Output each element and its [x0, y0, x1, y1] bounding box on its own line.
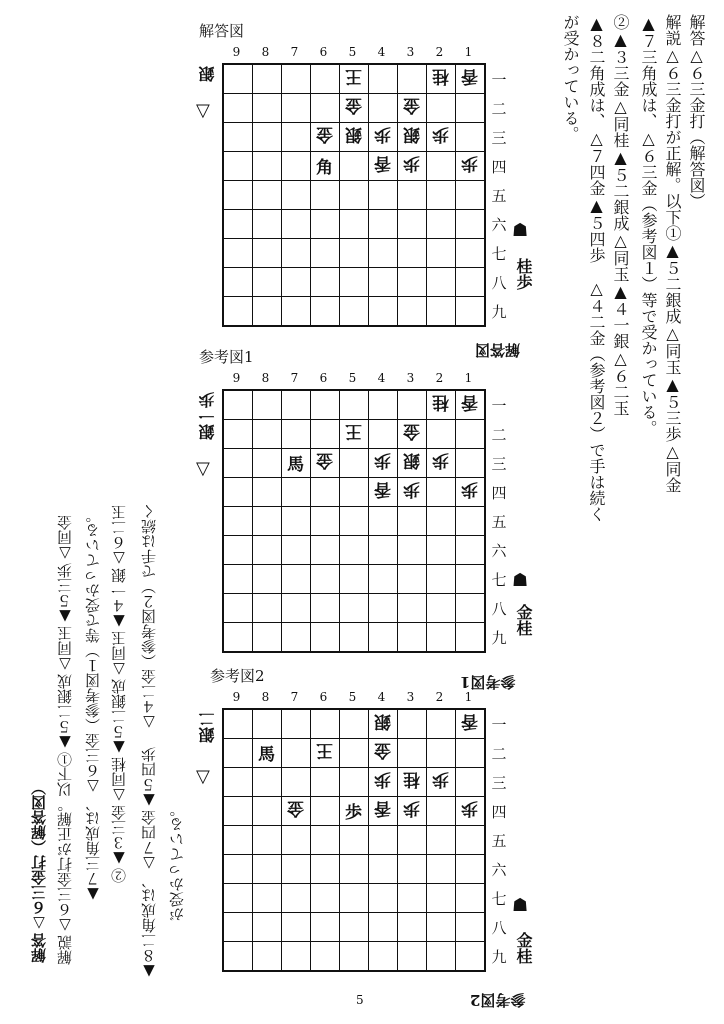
rank-number: 二	[491, 100, 507, 118]
diagram3-sente-hand: 金桂	[514, 932, 533, 964]
shogi-piece: 歩	[432, 124, 449, 144]
rank-number: 一	[491, 716, 507, 734]
rank-number: 三	[491, 455, 507, 473]
shogi-piece: 金	[403, 421, 420, 441]
file-number: 5	[348, 45, 357, 59]
rank-number: 一	[491, 397, 507, 415]
shogi-piece: 桂	[432, 66, 449, 86]
file-number: 9	[232, 371, 241, 385]
shogi-piece: 歩	[374, 769, 391, 789]
shogi-piece: 歩	[461, 798, 478, 818]
rank-number: 三	[491, 774, 507, 792]
rank-number: 二	[491, 745, 507, 763]
bleed-caption-1: 解答図	[475, 341, 521, 359]
rank-number: 九	[491, 629, 507, 647]
diagram1-sente-mark: ☗	[512, 220, 529, 241]
diagram1-caption: 解答図	[199, 22, 245, 40]
diagram1-board	[222, 63, 486, 327]
shogi-piece: 馬	[258, 745, 275, 765]
shogi-piece: 香	[374, 798, 391, 818]
shogi-piece: 角	[316, 158, 333, 178]
rank-number: 七	[491, 890, 507, 908]
rank-number: 九	[491, 948, 507, 966]
shogi-piece: 銀	[374, 711, 391, 731]
diagram2-sente-mark: ☗	[512, 570, 529, 591]
diagram2-gote-mark: ▽	[196, 458, 210, 479]
diagram3-gote-hand: 銀二	[198, 711, 217, 743]
bleed-line-1: ▲８二角成は、△７四金▲５四歩 △４二金（参考図２）で手は続く	[140, 504, 158, 981]
diagram3-gote-mark: ▽	[196, 766, 210, 787]
diagram3-caption: 参考図2	[210, 667, 265, 685]
answer-line-3: ▲７三角成は、△６三金（参考図１）等で受かっている。	[639, 14, 658, 436]
diagram2-sente-hand: 金桂	[514, 604, 533, 636]
rank-number: 六	[491, 542, 507, 560]
rank-number: 二	[491, 426, 507, 444]
bleed-caption-3: 参考図2	[470, 991, 526, 1009]
bleed-caption-2: 参考図1	[460, 673, 516, 691]
file-number: 4	[377, 45, 386, 59]
shogi-piece: 金	[316, 450, 333, 470]
file-number: 9	[232, 690, 241, 704]
shogi-piece: 王	[345, 421, 362, 441]
file-number: 7	[290, 45, 299, 59]
rank-number: 一	[491, 71, 507, 89]
shogi-piece: 香	[461, 392, 478, 412]
shogi-piece: 香	[461, 711, 478, 731]
shogi-piece: 歩	[432, 769, 449, 789]
rank-number: 五	[491, 832, 507, 850]
rank-number: 八	[491, 274, 507, 292]
file-number: 8	[261, 690, 270, 704]
shogi-piece: 金	[374, 740, 391, 760]
shogi-piece: 王	[316, 740, 333, 760]
diagram1-gote-mark: ▽	[196, 100, 210, 121]
shogi-piece: 馬	[287, 455, 304, 475]
diagram3-sente-mark: ☗	[512, 895, 529, 916]
file-number: 3	[406, 371, 415, 385]
shogi-piece: 歩	[461, 153, 478, 173]
rank-number: 五	[491, 513, 507, 531]
file-number: 6	[319, 371, 328, 385]
rank-number: 六	[491, 216, 507, 234]
file-number: 2	[435, 45, 444, 59]
shogi-piece: 金	[316, 124, 333, 144]
shogi-piece: 歩	[374, 450, 391, 470]
answer-line-1: 解答△６三金打（解答図）	[687, 14, 706, 209]
shogi-piece: 金	[287, 798, 304, 818]
file-number: 4	[377, 690, 386, 704]
shogi-piece: 歩	[432, 450, 449, 470]
diagram3-board	[222, 708, 486, 972]
file-number: 2	[435, 690, 444, 704]
diagram2-board	[222, 389, 486, 653]
diagram2-gote-hand: 銀一歩	[198, 392, 217, 440]
file-number: 7	[290, 690, 299, 704]
rank-number: 八	[491, 600, 507, 618]
file-number: 5	[348, 371, 357, 385]
diagram2-caption: 参考図1	[199, 348, 254, 366]
shogi-piece: 香	[374, 479, 391, 499]
shogi-piece: 歩	[461, 479, 478, 499]
shogi-piece: 歩	[403, 153, 420, 173]
file-number: 2	[435, 371, 444, 385]
bleed-line-4: ▲７三角成は、△６三金（参考図１）等で受かっている。	[84, 508, 102, 904]
bleed-line-3: ②▲３三金△同桂▲５二銀成△同玉▲４一銀△６二玉	[110, 505, 128, 883]
answer-line-2: 解説△６三金打が正解。以下①▲５二銀成△同玉▲５三歩△同金	[663, 14, 682, 493]
rank-number: 四	[491, 158, 507, 176]
shogi-piece: 銀	[403, 450, 420, 470]
shogi-piece: 銀	[345, 124, 362, 144]
rank-number: 九	[491, 303, 507, 321]
file-number: 3	[406, 690, 415, 704]
file-number: 9	[232, 45, 241, 59]
shogi-piece: 歩	[403, 479, 420, 499]
file-number: 6	[319, 690, 328, 704]
file-number: 7	[290, 371, 299, 385]
diagram1-sente-hand: 桂歩	[514, 258, 533, 290]
answer-line-4: ②▲３三金△同桂▲５二銀成△同玉▲４一銀△６二玉	[611, 14, 630, 416]
file-number: 6	[319, 45, 328, 59]
file-number: 8	[261, 45, 270, 59]
bleed-line-2: が受かっている。	[168, 802, 186, 922]
diagram1-gote-hand: 銀	[198, 66, 217, 82]
rank-number: 四	[491, 484, 507, 502]
bleed-line-6: 解答△６三金打（解答図）	[30, 780, 48, 963]
shogi-piece: 金	[403, 95, 420, 115]
shogi-piece: 香	[461, 66, 478, 86]
rank-number: 七	[491, 245, 507, 263]
shogi-piece: 王	[345, 66, 362, 86]
file-number: 4	[377, 371, 386, 385]
shogi-piece: 桂	[432, 392, 449, 412]
rank-number: 五	[491, 187, 507, 205]
file-number: 1	[464, 45, 473, 59]
rank-number: 三	[491, 129, 507, 147]
shogi-piece: 金	[345, 95, 362, 115]
answer-line-6: が受かっている。	[561, 14, 580, 142]
rank-number: 七	[491, 571, 507, 589]
file-number: 1	[464, 371, 473, 385]
shogi-piece: 銀	[403, 124, 420, 144]
file-number: 3	[406, 45, 415, 59]
shogi-piece: 歩	[345, 803, 362, 823]
rank-number: 八	[491, 919, 507, 937]
file-number: 1	[464, 690, 473, 704]
rank-number: 四	[491, 803, 507, 821]
shogi-piece: 香	[374, 153, 391, 173]
file-number: 5	[348, 690, 357, 704]
answer-line-5: ▲８二角成は、△７四金▲５四歩 △４二金（参考図２）で手は続く	[587, 14, 606, 522]
page-number: 5	[356, 993, 364, 1007]
rank-number: 六	[491, 861, 507, 879]
shogi-piece: 桂	[403, 769, 420, 789]
bleed-line-5: 解説△６三金打が正解。以下①▲５二銀成△同玉▲５三歩△同金	[56, 515, 74, 965]
shogi-piece: 歩	[403, 798, 420, 818]
shogi-piece: 歩	[374, 124, 391, 144]
file-number: 8	[261, 371, 270, 385]
